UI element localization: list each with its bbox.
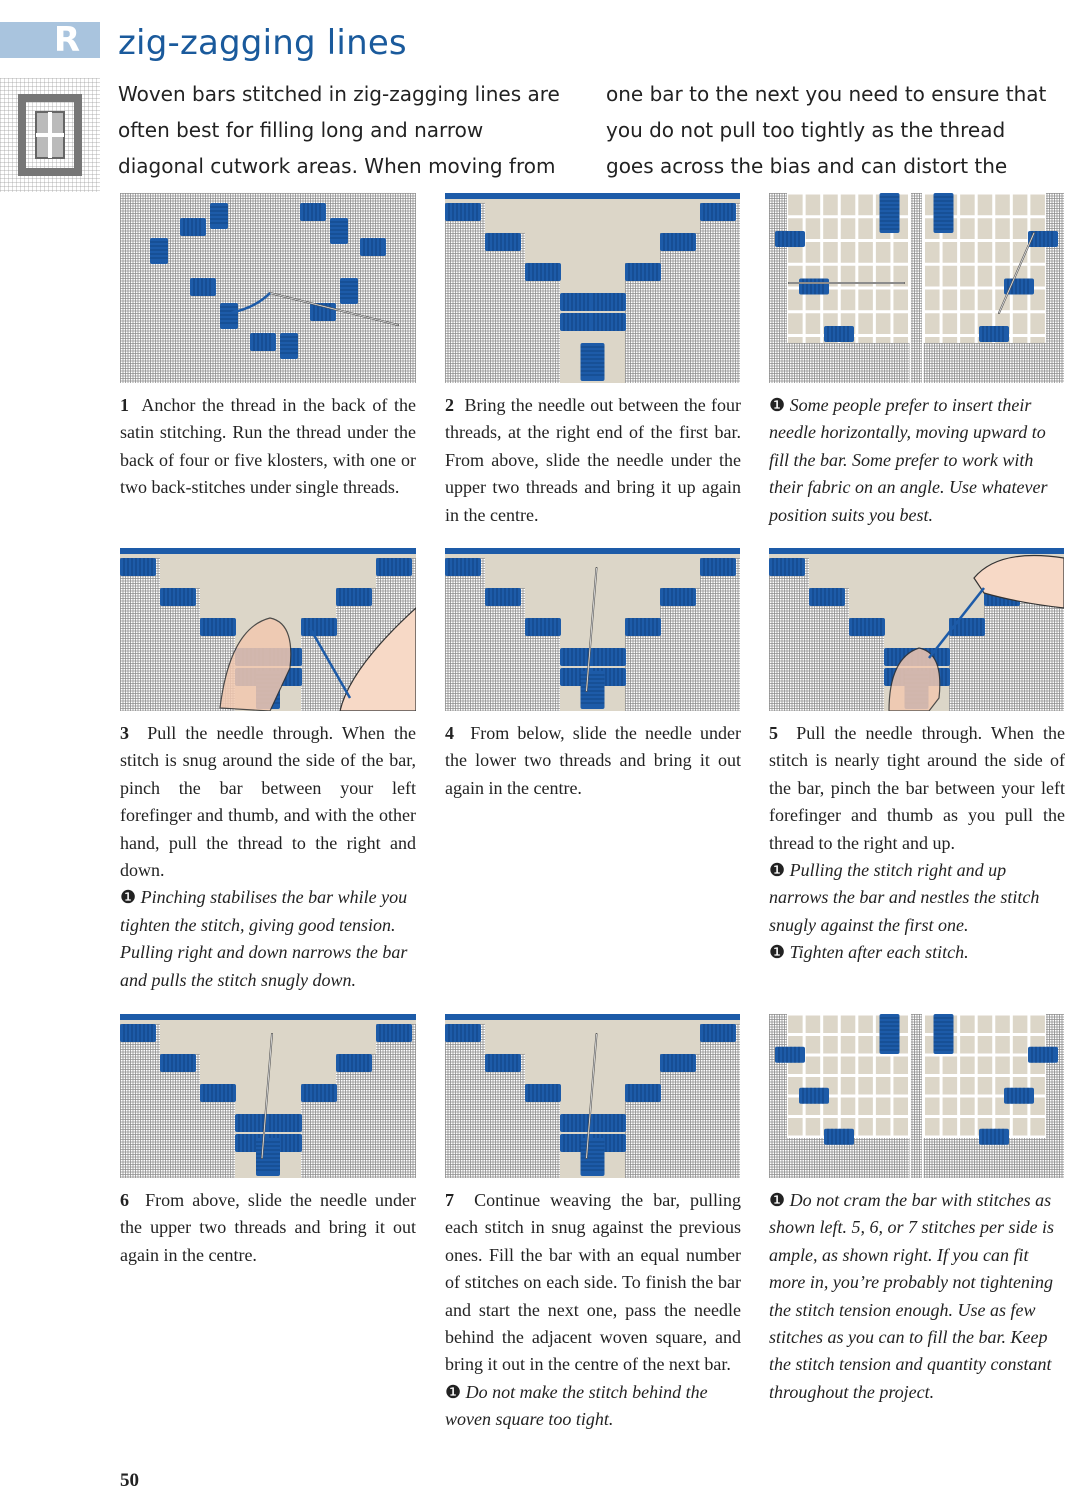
tip-stitch-count-caption: ❶ Do not cram the bar with stitches as shown left. 5, 6, or 7 stitches per side is ample, as shown right. If you can fit more in, you’re probably not tightening the stitch tension enough. Use as few stitches as you can to fill the bar. Keep the stitch tension and quantity constant throughout the project. [769,1190,1054,1402]
section-tab: R [0,22,100,58]
step-1-caption: 1 Anchor the thread in the back of the satin stitching. Run the thread under the back of four or five klosters, with one or two back-stitches under single threads. [120,395,416,498]
step-7-illustration [445,1014,740,1178]
step-2-illustration [445,193,740,383]
step-number: 2 [445,395,454,415]
step-5-caption: 5 Pull the needle through. When the stitch is nearly tight around the side of the bar, pinch the bar between your left forefinger and thumb as you pull the thread to the right and up. ❶ Pulling the stitch right and up narrows the bar and nestles the stitch snugly against the first one. ❶ Tighten after each stitch. [769,723,1065,963]
step-2-caption: 2 Bring the needle out between the four threads, at the right end of the first bar. From above, slide the needle under the upper two threads and bring it up again in the centre. [445,395,741,525]
page-title: zig-zagging lines [118,23,407,63]
step-4-illustration [445,548,740,711]
step-4-caption: 4 From below, slide the needle under the lower two threads and bring it out again in the centre. [445,723,742,798]
step-number: 7 [445,1190,454,1210]
step-7-caption: 7 Continue weaving the bar, pulling each stitch in snug against the previous ones. Fill the bar with an equal number of stitches on each side. To finish the bar and start the next one, pass the needle behind the adjacent woven square, and bring it out in the centre of the next bar. ❶ Do not make the stitch behind the woven square too tight. [445,1190,742,1430]
step-1-illustration [120,193,416,383]
step-number: 4 [445,723,454,743]
step-number: 5 [769,723,778,743]
step-number: 1 [120,395,129,415]
step-6-illustration [120,1014,416,1178]
tip-bullet-icon: ❶ [769,1190,786,1210]
step-3-caption: 3 Pull the needle through. When the stitch is snug around the side of the bar, pinch the bar between your left forefinger and thumb, and with the other hand, pull the thread to the right and down. ❶ Pinching stabilises the bar while you tighten the stitch, giving good tension. Pulling right and down narrows the bar and pulls the stitch snugly down. [120,723,416,990]
tip-bullet-icon: ❶ [769,395,786,415]
tip-bullet-icon: ❶ [445,1381,462,1402]
step-3-illustration [120,548,416,711]
step-5-illustration [769,548,1064,711]
page-number: 50 [120,1470,139,1491]
tip-needle-caption: ❶ Some people prefer to insert their needle horizontally, moving upward to fill the bar. Some prefer to work with their fabric on an angle. Use whatever position suits you best. [769,395,1048,525]
step-6-caption: 6 From above, slide the needle under the upper two threads and bring it out again in the centre. [120,1190,416,1265]
intro-column-1: Woven bars stitched in zig-zagging lines are often best for filling long and narrow diagonal cutwork areas. When moving from [118,82,560,178]
tip-bullet-icon: ❶ [769,942,786,963]
tip-needle-positions-illustration [769,193,1064,383]
intro-column-2: one bar to the next you need to ensure that you do not pull too tightly as the thread goes across the bias and can distort the [606,82,1047,178]
hardanger-motif-icon [0,78,100,192]
tip-stitch-count-illustration [769,1014,1064,1178]
tip-bullet-icon: ❶ [769,860,786,881]
step-number: 6 [120,1190,129,1210]
step-number: 3 [120,723,129,743]
tip-bullet-icon: ❶ [120,887,137,908]
